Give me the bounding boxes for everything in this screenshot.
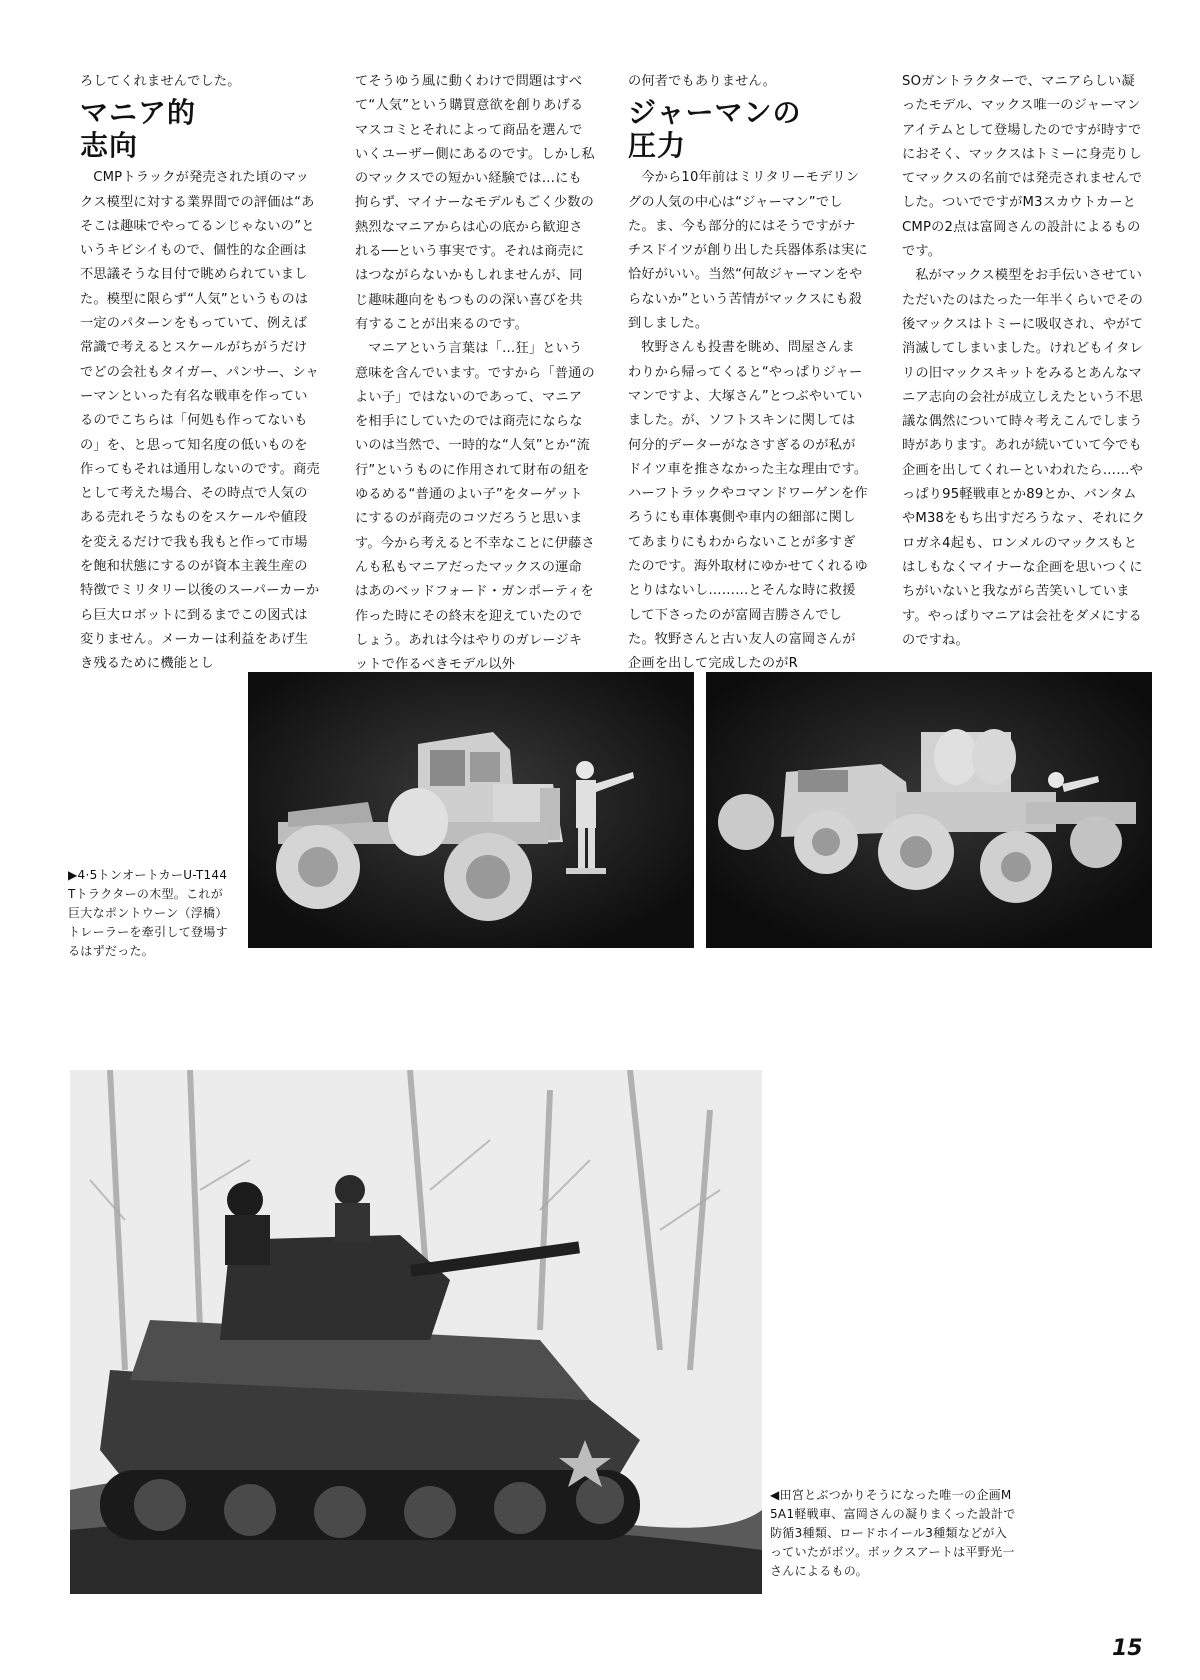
- lead-line: ろしてくれませんでした。: [80, 74, 241, 89]
- heading-line: マニア的: [80, 96, 197, 130]
- caption-line: るはずだった。: [68, 944, 155, 958]
- tank-box-art: [70, 1070, 762, 1594]
- caption-line: 巨大なポントウーン（浮橋）: [68, 906, 228, 920]
- heading-line: 圧力: [628, 129, 687, 163]
- text-column-4: [902, 70, 1147, 653]
- paragraph: てそうゆう風に動くわけで問題はすべて“人気”という購買意欲を創りあげるマスコミとそれによって商品を選んでいくユーザー側にあるのです。しかし私のマックスでの短かい経験では…にも拘らず、マイナーなモデルもごく少数の熱烈なマニアからは心の底から歓迎される──という事実です。それは商売にはつながらないかもしれませんが、同じ趣味趣向をもつものの深い喜びを共有することが出来るのです。: [355, 74, 595, 332]
- lead-line: の何者でもありません。: [628, 74, 777, 89]
- section-heading-mania: [80, 96, 320, 162]
- caption-line: さんによるもの。: [770, 1564, 868, 1578]
- caption-line: 防循3種類、ロードホイール3種類などが入: [770, 1526, 1008, 1540]
- caption-line: Tトラクターの木型。これが: [68, 887, 223, 901]
- paragraph: 私がマックス模型をお手伝いさせていただいたのはたった一年半くらいでその後マックスはトミーに吸収され、やがて消滅してしまいました。けれどもイタレリの旧マックスキットをみるとあんなマニア志向の会社が成立しえたという不思議な偶然について時々考えこんでしまう時があります。あれが続いていて今でも企画を出してくれーといわれたら……やっぱり95軽戦車とか89とか、バンタムやM38をもち出すだろうなァ、それにクロガネ4起も、ロンメルのマックスもとはしもなくマイナーな企画を思いつくにちがいないと我ながら苦笑いしています。やっぱりマニアは会社をダメにするのですね。: [902, 268, 1145, 648]
- vehicle-models-illustration: [706, 672, 1152, 948]
- caption-line: っていたがボツ。ボックスアートは平野光一: [770, 1545, 1015, 1559]
- caption-line: ◀田宮とぶつかりそうになった唯一の企画M: [770, 1488, 1012, 1502]
- tractor-with-car-photo: [706, 672, 1152, 948]
- paragraph: 牧野さんも投書を眺め、問屋さんまわりから帰ってくると“やっぱりジャーマンですよ、大塚さん”とつぶやいていました。が、ソフトスキンに関しては何分的データーがなさすぎるのが私がドイツ車を推さなかった主な理由です。ハーフトラックやコマンドワーゲンを作ろうにも車体裏側や車内の細部に関してあまりにもわからないことが多すぎたのです。海外取材にゆかせてくれるゆとりはないし………とそんな時に救援して下さったのが富岡吉勝さんでした。牧野さんと古い友人の富岡さんが企画を出して完成したのがR: [628, 340, 868, 672]
- section-heading-german: [628, 96, 868, 162]
- tractor-photo-caption: [68, 866, 248, 961]
- text-column-3: [628, 70, 868, 677]
- m5a1-tank-illustration: [70, 1070, 762, 1594]
- heading-line: 志向: [80, 129, 139, 163]
- tractor-model-illustration: [248, 672, 694, 948]
- paragraph: 今から10年前はミリタリーモデリングの人気の中心は“ジャーマン”でした。ま、今も部分的にはそうですがナチスドイツが創り出した兵器体系は実に恰好がいい。当然“何故ジャーマンをやらないか”という苦情がマックスにも殺到しました。: [628, 170, 868, 332]
- page-number: 15: [1112, 1636, 1143, 1661]
- paragraph: CMPトラックが発売された頃のマックス模型に対する業界間での評価は“あそこは趣味でやってるンじゃないの”というキビシイもので、個性的な企画は不思議そうな目付で眺められていました。模型に限らず“人気”というものは一定のパターンをもっていて、例えば常識で考えるとスケールがちがうだけでどの会社もタイガー、パンサー、シャーマンといった有名な戦車を作っているのでこちらは「何処も作ってないもの」を、と思って知名度の低いものを作ってもそれは通用しないのです。商売として考えた場合、その時点で人気のある売れそうなものをスケールや値段を変えるだけで我も我もと作って市場を飽和状態にするのが資本主義生産の特徴でミリタリー以後のスーパーカーから巨大ロボットに到るまでこの図式は変りません。メーカーは利益をあげ生き残るために機能とし: [80, 170, 320, 672]
- caption-line: ▶4·5トンオートカーU-T144: [68, 868, 228, 882]
- paragraph: SOガントラクターで、マニアらしい凝ったモデル、マックス唯一のジャーマンアイテムとして登場したのですが時すでにおそく、マックスはトミーに身売りしてマックスの名前では発売されませんでした。ついでですがM3スカウトカーとCMPの2点は富岡さんの設計によるものです。: [902, 74, 1143, 260]
- text-column-2: [355, 70, 595, 677]
- paragraph: マニアという言葉は「…狂」という意味を含んでいます。ですから「普通のよい子」ではないのであって、マニアを相手にしていたのでは商売にならないのは当然で、一時的な“人気”とか“流行”というものに作用されて財布の紐をゆるめる“普通のよい子”をターゲットにするのが商売のコツだろうと思います。今から考えると不幸なことに伊藤さんも私もマニアだったマックスの運命はあのベッドフォード・ガンポーティを作った時にその終末を迎えていたのでしょう。あれは今はやりのガレージキットで作るべきモデル以外: [355, 341, 595, 673]
- tank-box-art-caption: [770, 1486, 1070, 1581]
- text-column-1: [80, 70, 320, 677]
- caption-line: 5A1軽戦車、富岡さんの凝りまくった設計で: [770, 1507, 1016, 1521]
- caption-line: トレーラーを牽引して登場す: [68, 925, 228, 939]
- tractor-model-photo: [248, 672, 694, 948]
- heading-line: ジャーマンの: [628, 96, 802, 130]
